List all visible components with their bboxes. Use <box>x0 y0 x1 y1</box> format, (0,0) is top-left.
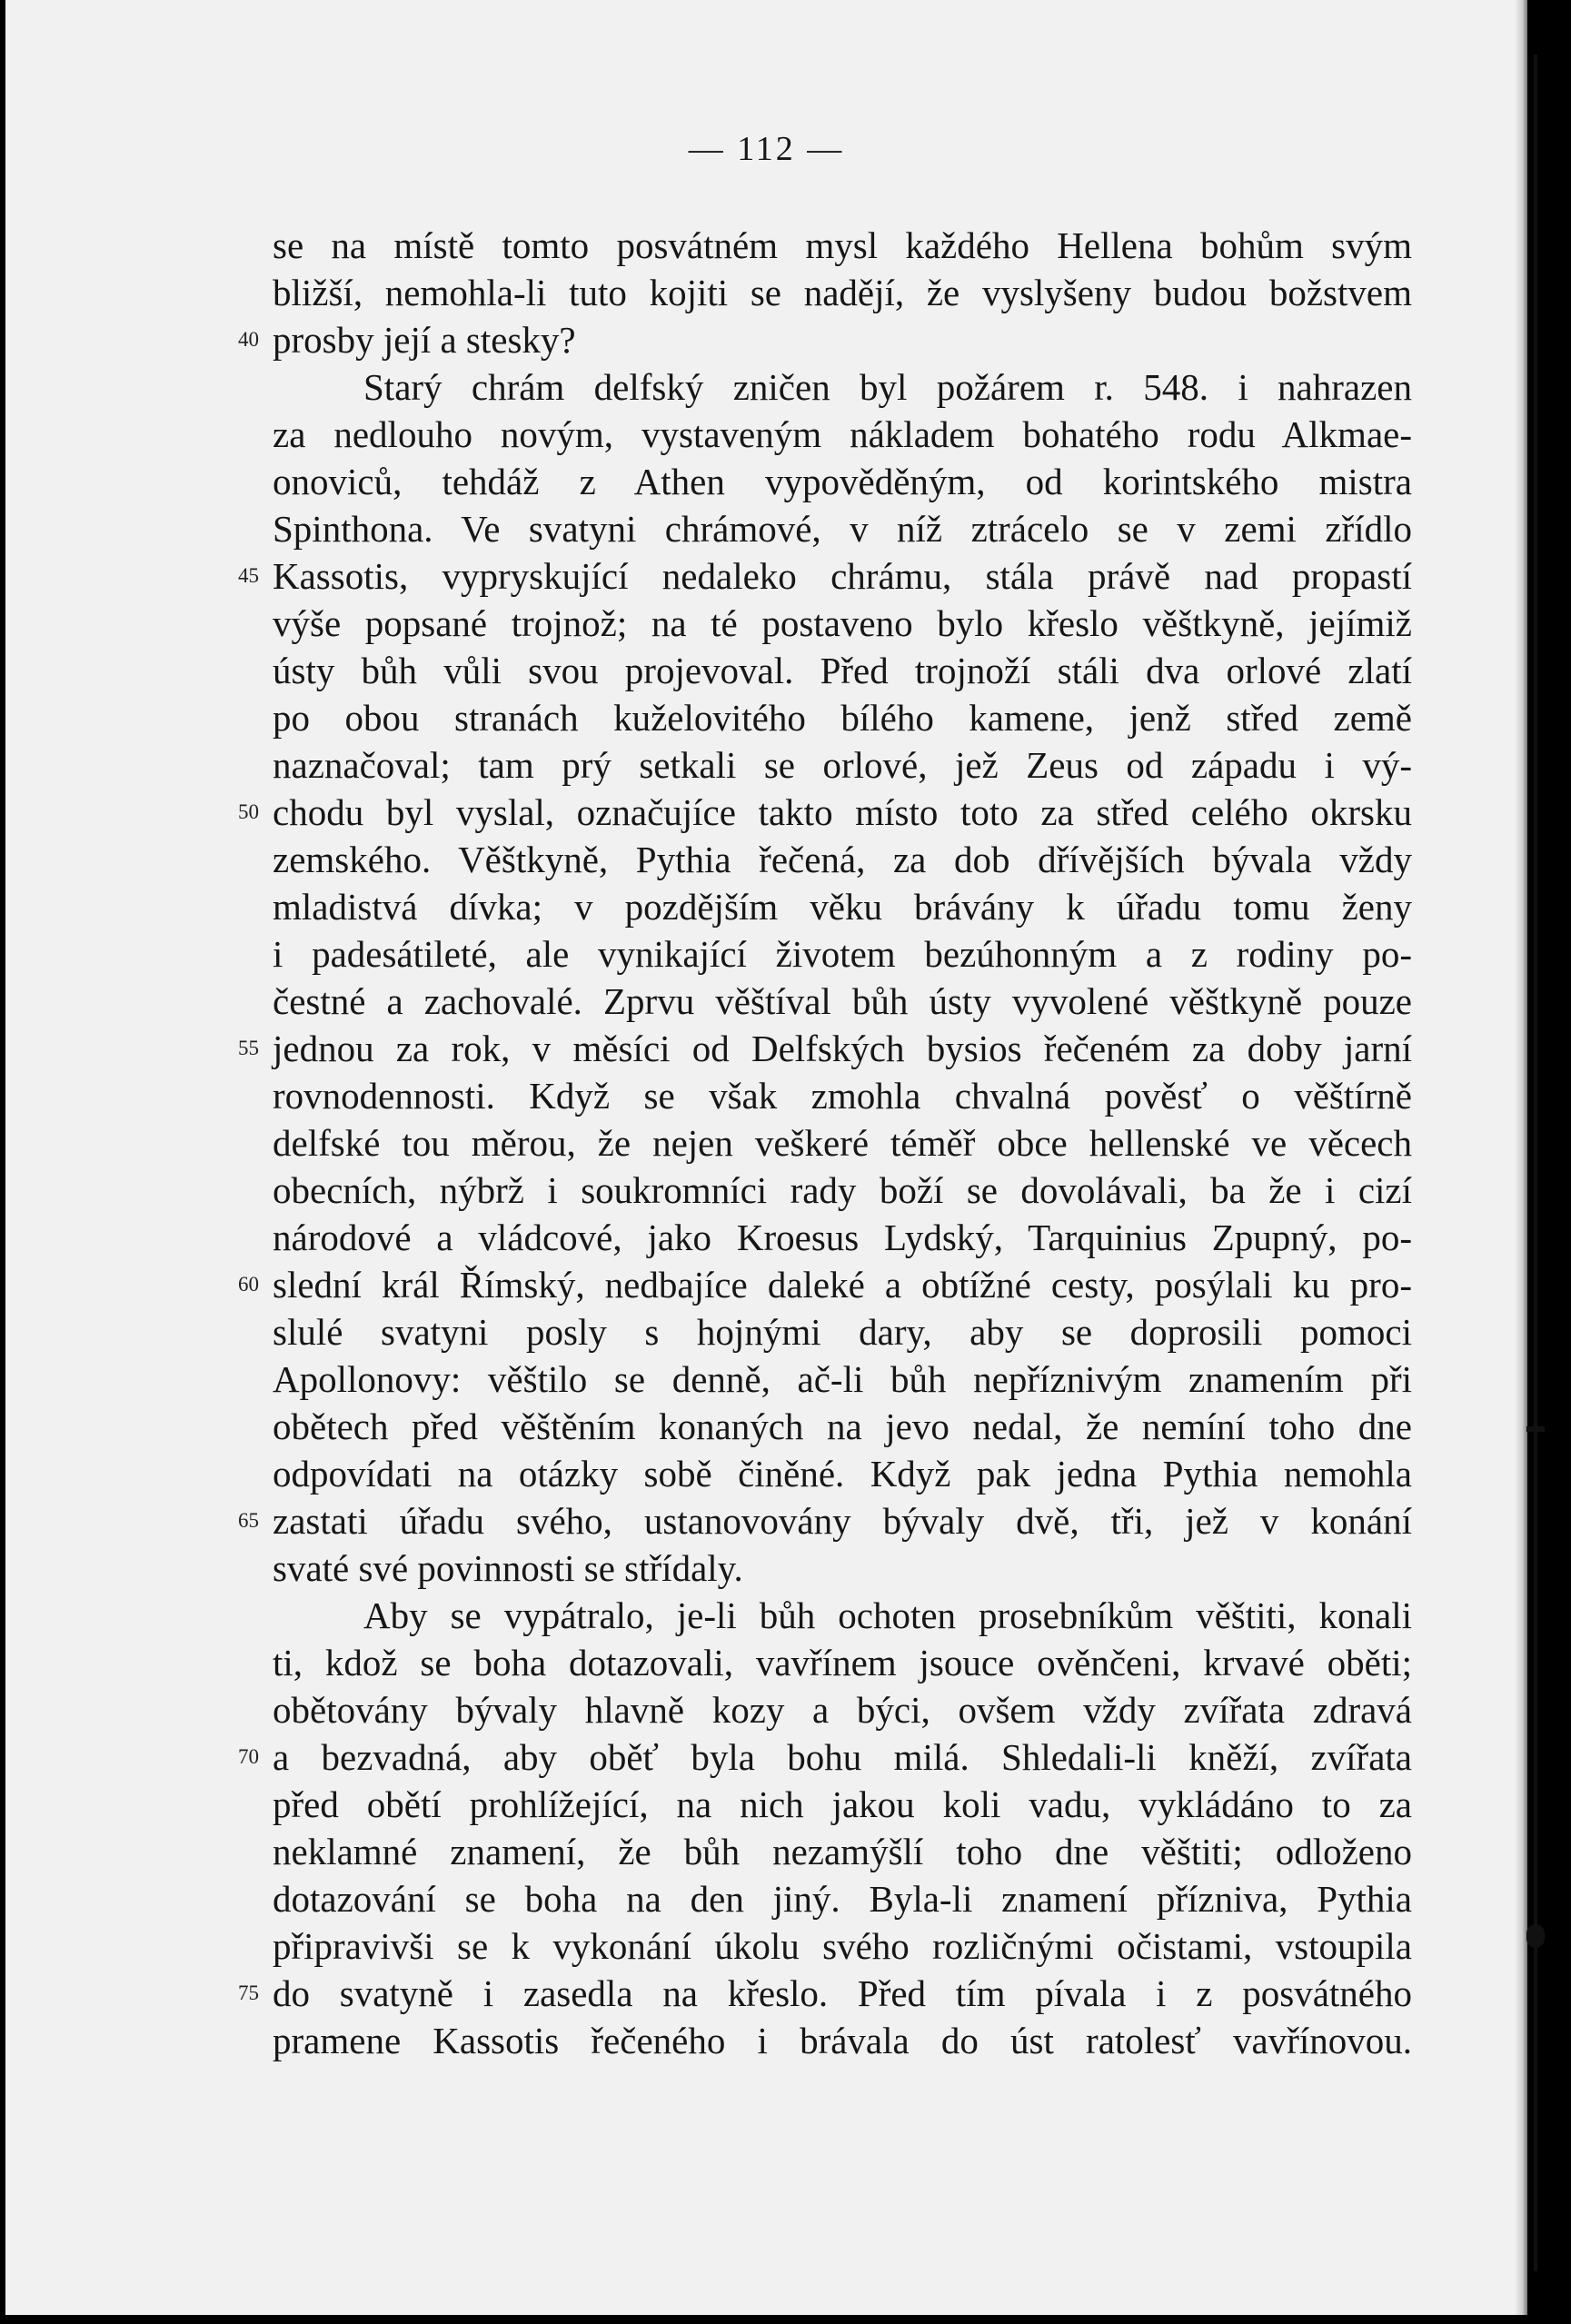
text-line <box>273 836 1412 883</box>
line-text: do svatyně i zasedla na křeslo. Před tím pívala i z posvátného <box>273 1972 1412 2014</box>
line-number: 75 <box>238 1981 259 2004</box>
line-text: se na místě tomto posvátném mysl každého Hellena bohům svým <box>273 224 1412 266</box>
text-line <box>273 741 1412 789</box>
text-line <box>273 600 1412 647</box>
text-line <box>273 1167 1412 1214</box>
text-line <box>273 269 1412 316</box>
line-number: 45 <box>238 564 259 587</box>
text-line <box>273 1119 1412 1167</box>
line-text: svaté své povinnosti se střídaly. <box>273 1547 743 1589</box>
line-text: pramene Kassotis řečeného i brávala do úst ratolesť vavřínovou. <box>273 2020 1412 2061</box>
line-text: Apollonovy: věštilo se denně, ač-li bůh nepříznivým znamením při <box>273 1358 1412 1400</box>
line-number: 50 <box>238 800 259 823</box>
line-text: Kassotis, vypryskující nedaleko chrámu, stála právě nad propastí <box>273 555 1412 597</box>
text-line <box>273 1308 1412 1356</box>
line-number: 70 <box>238 1745 259 1768</box>
line-text: naznačoval; tam prý setkali se orlové, jež Zeus od západu i vý- <box>273 744 1412 786</box>
text-line <box>238 1970 1412 2017</box>
text-line <box>273 1686 1412 1733</box>
line-text: slulé svatyni posly s hojnými dary, aby se doprosili pomoci <box>273 1311 1412 1353</box>
text-line <box>273 1922 1412 1970</box>
text-line <box>273 1356 1412 1403</box>
line-text: po obou stranách kuželovitého bílého kamene, jenž střed země <box>273 697 1412 739</box>
text-line <box>273 505 1412 552</box>
text-line <box>238 316 1412 363</box>
line-text: jednou za rok, v měsíci od Delfských bysios řečeném za doby jarní <box>273 1028 1412 1069</box>
line-text: obětovány bývaly hlavně kozy a býci, ovšem vždy zvířata zdravá <box>273 1689 1412 1731</box>
line-text: rovnodennosti. Když se však zmohla chvalná pověsť o věštírně <box>273 1075 1412 1117</box>
text-line <box>238 552 1412 600</box>
text-line <box>273 222 1412 269</box>
line-text: před obětí prohlížející, na nich jakou koli vadu, vykládáno to za <box>273 1783 1412 1825</box>
line-text: zemského. Věštkyně, Pythia řečená, za dob dřívějších bývala vždy <box>273 839 1412 880</box>
line-text: chodu byl vyslal, označujíce takto místo toto za střed celého okrsku <box>273 791 1412 833</box>
line-text: ústy bůh vůli svou projevoval. Před trojnoží stáli dva orlové zlatí <box>273 650 1412 691</box>
text-line <box>273 458 1412 505</box>
line-text: obecních, nýbrž i soukromníci rady boží se dovolávali, ba že i cizí <box>273 1169 1412 1211</box>
line-text: národové a vládcové, jako Kroesus Lydský, Tarquinius Zpupný, po- <box>273 1217 1412 1258</box>
text-line <box>238 1025 1412 1072</box>
text-line <box>273 1828 1412 1875</box>
text-line <box>273 363 1412 411</box>
line-text: onoviců, tehdáž z Athen vypověděným, od korintského mistra <box>273 461 1412 502</box>
book-page <box>5 0 1527 2315</box>
line-text: výše popsané trojnož; na té postaveno bylo křeslo věštkyně, jejímiž <box>273 602 1412 644</box>
text-line <box>238 1497 1412 1544</box>
text-line <box>273 1450 1412 1497</box>
line-text: Starý chrám delfský zničen byl požárem r. 548. i nahrazen <box>363 366 1412 408</box>
line-text: odpovídati na otázky sobě činěné. Když pak jedna Pythia nemohla <box>273 1453 1412 1495</box>
text-block <box>238 222 1412 2064</box>
line-text: za nedlouho novým, vystaveným nákladem bohatého rodu Alkmae- <box>273 413 1412 455</box>
text-line <box>273 1403 1412 1450</box>
line-number: 55 <box>238 1037 259 1059</box>
line-text: prosby její a stesky? <box>273 319 576 361</box>
text-line <box>273 647 1412 694</box>
text-line <box>273 1214 1412 1261</box>
line-number: 60 <box>238 1273 259 1296</box>
text-line <box>273 978 1412 1025</box>
text-line <box>238 789 1412 836</box>
text-line <box>273 1544 1412 1592</box>
line-text: neklamné znamení, že bůh nezamýšlí toho dne věštiti; odloženo <box>273 1831 1412 1872</box>
line-text: čestné a zachovalé. Zprvu věštíval bůh ústy vyvolené věštkyně pouze <box>273 980 1412 1022</box>
line-text: mladistvá dívka; v pozdějším věku brávány k úřadu tomu ženy <box>273 886 1412 928</box>
text-line <box>273 411 1412 458</box>
page-edge-shadow <box>1515 0 1527 2315</box>
text-line <box>273 883 1412 930</box>
line-text: Spinthona. Ve svatyni chrámové, v níž ztrácelo se v zemi zřídlo <box>273 508 1412 550</box>
page-number: — 112 — <box>688 130 845 168</box>
line-text: zastati úřadu svého, ustanovovány bývaly dvě, tři, jež v konání <box>273 1500 1412 1542</box>
text-line <box>238 1261 1412 1308</box>
line-text: i padesátileté, ale vynikající životem bezúhonným a z rodiny po- <box>273 933 1412 975</box>
text-line <box>273 2017 1412 2064</box>
line-text: obětech před věštěním konaných na jevo nedal, že nemíní toho dne <box>273 1405 1412 1447</box>
line-number: 65 <box>238 1509 259 1532</box>
line-text: Aby se vypátralo, je-li bůh ochoten prosebníkům věštiti, konali <box>363 1594 1412 1636</box>
text-line <box>238 1733 1412 1781</box>
text-line <box>273 1781 1412 1828</box>
text-line <box>273 1592 1412 1639</box>
line-text: ti, kdož se boha dotazovali, vavřínem jsouce ověnčeni, krvavé oběti; <box>273 1642 1412 1683</box>
line-number: 40 <box>238 328 259 351</box>
edge-mark-upper <box>1526 1426 1545 1432</box>
text-line <box>273 1875 1412 1922</box>
text-line <box>273 694 1412 741</box>
line-text: připravivši se k vykonání úkolu svého rozličnými očistami, vstoupila <box>273 1925 1412 1967</box>
line-text: slední král Římský, nedbajíce daleké a obtížné cesty, posýlali ku pro- <box>273 1264 1412 1306</box>
line-text: delfské tou měrou, že nejen veškeré téměř obce hellenské ve věcech <box>273 1122 1412 1164</box>
line-text: a bezvadná, aby oběť byla bohu milá. Shledali-li kněží, zvířata <box>273 1736 1412 1778</box>
text-line <box>273 1072 1412 1119</box>
text-line <box>273 1639 1412 1686</box>
edge-mark-lower <box>1526 1924 1545 1948</box>
line-text: dotazování se boha na den jiný. Byla-li znamení přízniva, Pythia <box>273 1878 1412 1920</box>
line-text: bližší, nemohla-li tuto kojiti se nadějí, že vyslyšeny budou božstvem <box>273 272 1412 313</box>
text-line <box>273 930 1412 978</box>
